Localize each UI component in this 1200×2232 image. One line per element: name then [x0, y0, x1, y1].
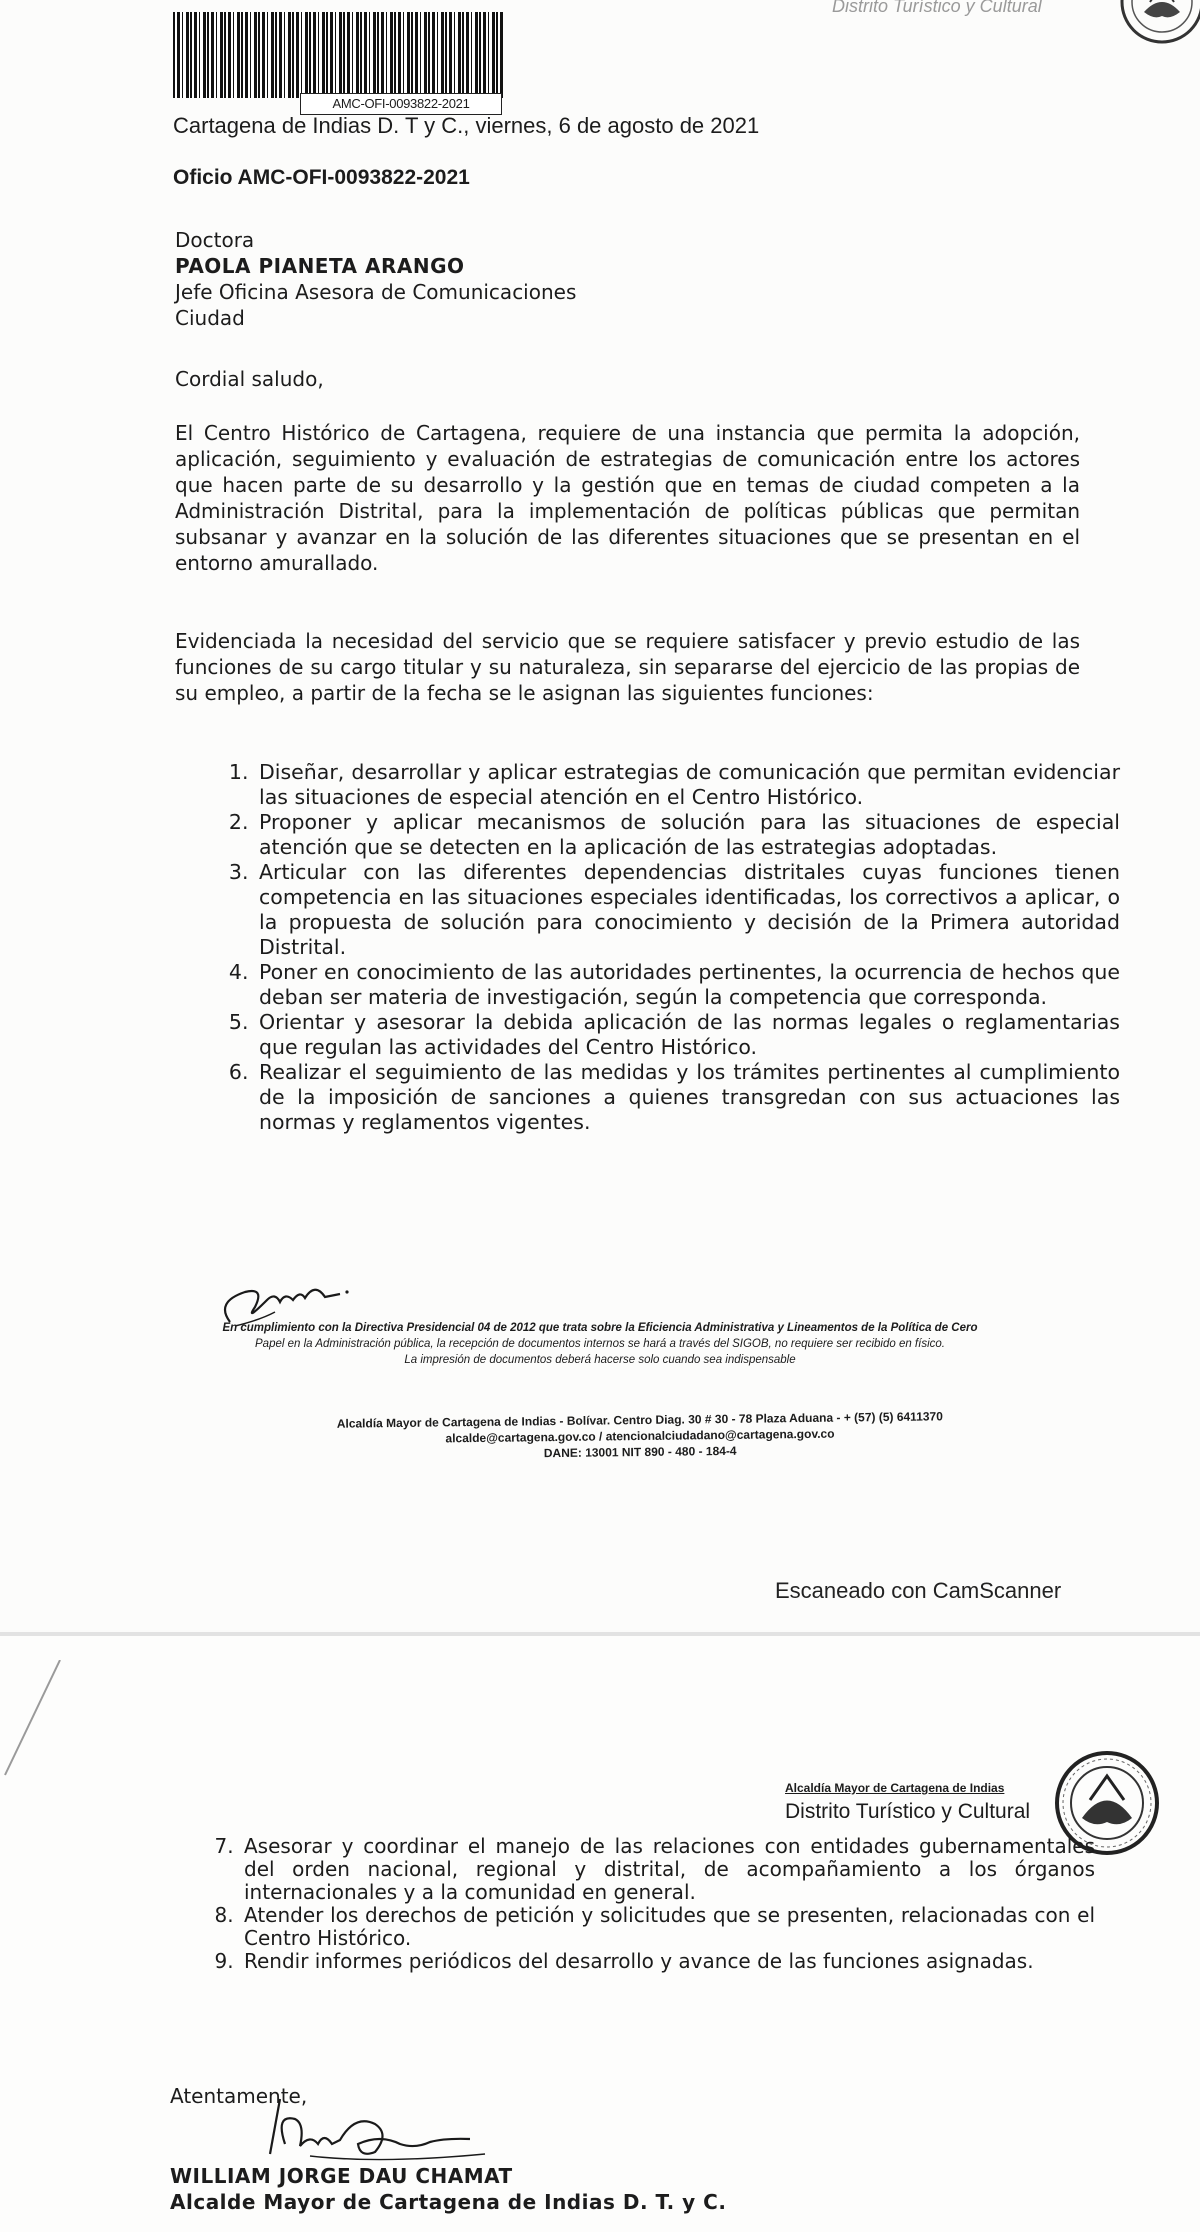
function-item: 8. Atender los derechos de petición y solicitudes que se presenten, relacionadas con el Centro Histórico. [240, 1904, 1095, 1950]
oficio-number: Oficio AMC-OFI-0093822-2021 [173, 166, 470, 189]
recipient-name: PAOLA PIANETA ARANGO [175, 254, 465, 278]
barcode-code: AMC-OFI-0093822-2021 [300, 93, 502, 115]
mayor-signature [240, 2094, 490, 2164]
footer-notice-line3: La impresión de documentos deberá hacerse solo cuando sea indispensable [404, 1354, 796, 1366]
paragraph-intro: El Centro Histórico de Cartagena, requiere de una instancia que permita la adopción, aplicación, seguimiento y evaluación de estrategias de comunicación entre los actores que hacen parte de su desarrollo y la gestión que en temas de ciudad competen a la Administración Distrital, para la implementación de políticas públicas que permitan subsanar y avanzar en la solución de las diferentes situaciones que se presentan en el entorno amurallado. [175, 421, 1080, 575]
header-subtitle: Distrito Turístico y Cultural [832, 0, 1042, 16]
footer-dane-line: DANE: 13001 NIT 890 - 480 - 184-4 [543, 1443, 737, 1461]
function-item: 2. Proponer y aplicar mecanismos de solución para las situaciones de especial atención que se detecten en la aplicación de las estrategias adoptadas. [255, 810, 1120, 860]
recipient-position: Jefe Oficina Asesora de Comunicaciones [175, 280, 577, 304]
function-item: 3. Articular con las diferentes dependencias distritales cuyas funciones tienen competencia en las situaciones especiales identificadas, los correctivos a aplicar, o la propuesta de solución para conocimiento y decisión de la Primera autoridad Distrital. [255, 860, 1120, 960]
function-item: 5. Orientar y asesorar la debida aplicación de las normas legales o reglamentarias que regulan las actividades del Centro Histórico. [255, 1010, 1120, 1060]
footer-notice [55, 1320, 1145, 1368]
page2-header-subtitle: Distrito Turístico y Cultural [785, 1800, 1031, 1823]
footer-email-line: alcalde@cartagena.gov.co / atencionalciudadano@cartagena.gov.co [445, 1426, 835, 1446]
footer-address-line1: Alcaldía Mayor de Cartagena de Indias - Bolívar. Centro Diag. 30 # 30 - 78 Plaza Aduana - + (57) (5) 6411370 [336, 1409, 943, 1431]
recipient-city: Ciudad [175, 306, 245, 330]
date-line: Cartagena de Indias D. T y C., viernes, 6 de agosto de 2021 [173, 113, 760, 138]
scan-fold-line [0, 1660, 70, 1780]
function-item: 4. Poner en conocimiento de las autoridades pertinentes, la ocurrencia de hechos que deban ser materia de investigación, según la competencia que corresponda. [255, 960, 1120, 1010]
functions-list-continued [190, 1835, 1095, 1973]
footer-notice-line1: En cumplimiento con la Directiva Presidencial 04 de 2012 que trata sobre la Eficiencia Administrativa y Lineamentos de la Política de Cero [222, 1322, 978, 1334]
page2-header-title: Alcaldía Mayor de Cartagena de Indias [785, 1781, 1005, 1795]
recipient-title: Doctora [175, 228, 255, 252]
paragraph-functions-intro: Evidenciada la necesidad del servicio que se requiere satisfacer y previo estudio de las funciones de su cargo titular y su naturaleza, sin separarse del ejercicio de las propias de su empleo, a partir de la fecha se le asignan las siguientes funciones: [175, 629, 1080, 705]
function-item: 9. Rendir informes periódicos del desarrollo y avance de las funciones asignadas. [240, 1950, 1095, 1973]
closing: Atentamente, [170, 2084, 308, 2108]
greeting: Cordial saludo, [175, 367, 324, 391]
footer-notice-line2: Papel en la Administración pública, la recepción de documentos internos se hará a través del SIGOB, no requiere ser recibido en físico. [255, 1338, 945, 1350]
function-item: 6. Realizar el seguimiento de las medidas y los trámites pertinentes al cumplimiento de la imposición de sanciones a quienes transgredan con sus actuaciones las normas y reglamentos vigentes. [255, 1060, 1120, 1135]
functions-list [205, 760, 1120, 1135]
signer-name: WILLIAM JORGE DAU CHAMAT [170, 2164, 513, 2188]
barcode [173, 12, 503, 98]
function-item: 7. Asesorar y coordinar el manejo de las relaciones con entidades gubernamentales del orden nacional, regional y distrital, de acompañamiento a los órganos internacionales y a la comunidad en general. [240, 1835, 1095, 1904]
signer-title: Alcalde Mayor de Cartagena de Indias D. T. y C. [170, 2190, 727, 2214]
camscanner-watermark: Escaneado con CamScanner [775, 1578, 1062, 1603]
function-item: 1. Diseñar, desarrollar y aplicar estrategias de comunicación que permitan evidenciar las situaciones de especial atención en el Centro Histórico. [255, 760, 1120, 810]
city-seal-logo [1110, 0, 1200, 52]
